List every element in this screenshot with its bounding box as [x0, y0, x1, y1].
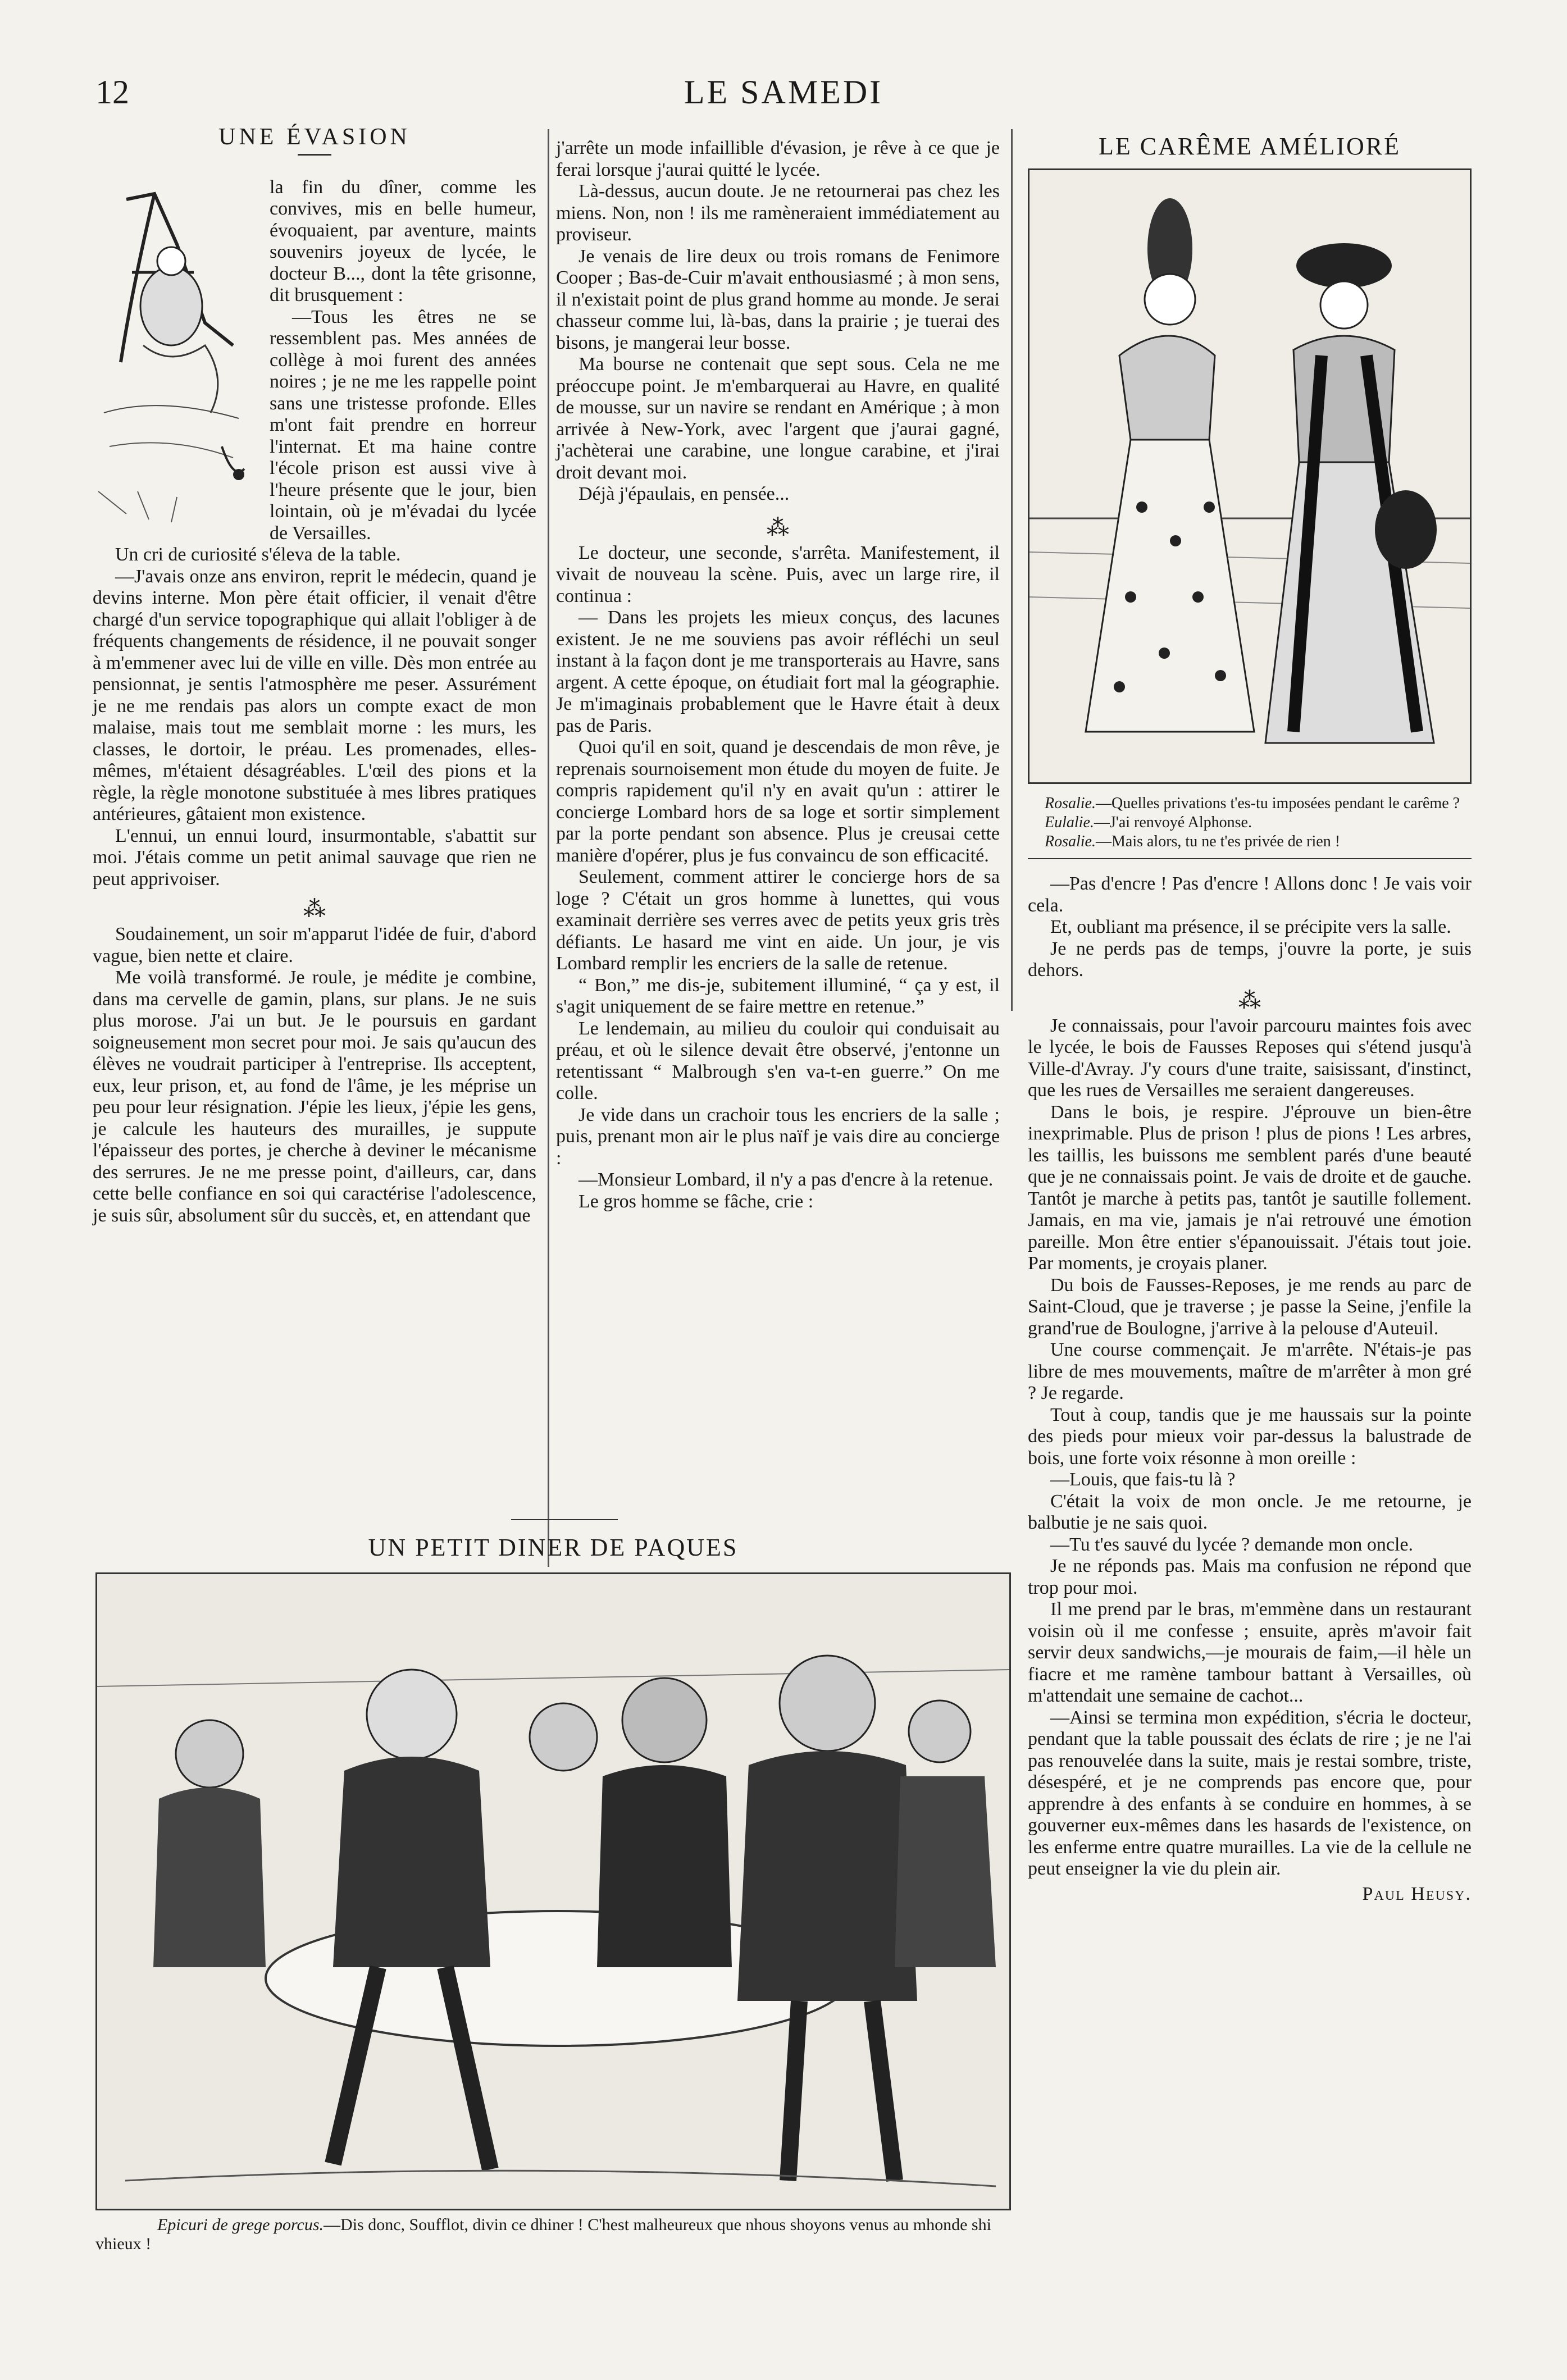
caption-speaker: Eulalie.: [1045, 814, 1094, 831]
paragraph: la fin du dîner, comme les convives, mis en belle humeur, évoquaient, par aventure, maints souvenirs joyeux de lycée, le docteur B..., dont la tête grisonne, dit brusquement :: [270, 176, 536, 306]
author-signature: Paul Heusy.: [1362, 1883, 1472, 1904]
column-divider: [548, 129, 549, 1567]
paragraph: Une course commençait. Je m'arrête. N'étais-je pas libre de mes mouvements, maître de m'arrêter à mon gré ? Je regarde.: [1028, 1339, 1472, 1403]
dropcap-a-drawing: [93, 177, 258, 525]
column-1: [93, 126, 536, 1227]
paragraph: Tout à coup, tandis que je me haussais sur la pointe des pieds pour mieux voir par-dessus la balustrade de bois, une forte voix résonne à mon oreille :: [1028, 1404, 1472, 1469]
cartoon-illustration: [1028, 168, 1472, 784]
caption-speaker: Epicuri de grege porcus.: [157, 2215, 324, 2234]
cartoon-caption: [1028, 832, 1472, 851]
caption-speaker: Rosalie.: [1045, 833, 1096, 850]
caption-speaker: Rosalie.: [1045, 795, 1096, 812]
paragraph: C'était la voix de mon oncle. Je me retourne, je balbutie je ne sais quoi.: [1028, 1490, 1472, 1533]
paragraph: Seulement, comment attirer le concierge hors de sa loge ? C'était un gros homme à lunettes, qui vous examinait derrière ses verres avec de petits yeux gris très défiants. Le hasard me vint en aide. Un jour, je vis Lombard remplir les encriers de la salle de retenue.: [556, 867, 1000, 974]
paragraph: —J'avais onze ans environ, reprit le médecin, quand je devins interne. Mon père était officier, il venait d'être chargé d'un service topographique qui allait l'obliger à de fréquents changements de résidence, il ne pouvait songer à m'emmener avec lui de ville en ville. Dès mon entrée au pensionnat, je sentis l'atmosphère me peser. Assurément je ne me rendais pas alors un compte exact de mon malaise, mais tout me semblait morne : les murs, les classes, le dortoir, le préau. Les promenades, elles-mêmes, m'étaient désagréables. L'œil des pions et la règle, la règle monotone substituée à mes libres pratiques antérieures, gâtaient mon existence.: [93, 566, 536, 824]
page-number: 12: [95, 74, 129, 111]
page-header: [95, 67, 1472, 129]
paragraph: —Pas d'encre ! Pas d'encre ! Allons donc ! Je vais voir cela.: [1028, 873, 1472, 916]
paragraph: j'arrête un mode infaillible d'évasion, je rêve à ce que je ferai lorsque j'aurai quitté le lycée.: [556, 138, 1000, 180]
cartoon-caption: [1028, 813, 1472, 832]
paragraph: Il me prend par le bras, m'emmène dans un restaurant voisin où il me confesse ; ensuite, après m'avoir fait servir deux sandwichs,—je mourais de faim,—il hèle un fiacre et me ramène tambour battant à Versailles, où m'attendait une semaine de cachot...: [1028, 1599, 1472, 1706]
section-asterism: ⁂: [303, 896, 326, 922]
paragraph: Je ne réponds pas. Mais ma confusion ne répond que trop pour moi.: [1028, 1556, 1472, 1598]
column-divider: [1011, 129, 1013, 1011]
paragraph: Le lendemain, au milieu du couloir qui conduisait au préau, et où le silence devait être observé, j'entonne un retentissant “ Malbrough s'en va-t-en guerre.” On me colle.: [556, 1018, 1000, 1104]
dropcap-illustration: [93, 177, 258, 525]
paragraph: L'ennui, un ennui lourd, insurmontable, s'abattit sur moi. J'étais comme un petit animal sauvage que rien ne peut apprivoiser.: [93, 825, 536, 890]
paragraph: —Ainsi se termina mon expédition, s'écria le docteur, pendant que la table poussait des éclats de rire ; je ne l'ai pas renouvelée dans la suite, mais je restai sombre, triste, désespéré, et je ne comprends pas encore que, pour apprendre à des enfants à se conduire en hommes, à se gouverner eux-mêmes dans les hasards de l'existence, on les enferme entre quatre murailles. La vie de la cellule ne peut enseigner la vie du plein air.: [1028, 1707, 1472, 1879]
paragraph: —Tous les êtres ne se ressemblent pas. Mes années de collège à moi furent des années noires ; je ne me les rappelle point sans une tristesse profonde. Elles m'ont fait prendre en horreur l'internat. Et ma haine contre l'école prison est aussi vive à l'heure présente que le jour, bien lointain, où je m'évadai du lycée de Versailles.: [270, 306, 536, 544]
paragraph: Un cri de curiosité s'éleva de la table.: [115, 544, 401, 565]
cartoon-caption: [1028, 794, 1472, 813]
paragraph: Du bois de Fausses-Reposes, je me rends au parc de Saint-Cloud, que je traverse ; je passe la Seine, j'enfile la grand'rue de Boulogne, j'arrive à la pelouse d'Auteuil.: [1028, 1274, 1472, 1339]
paragraph: Et, oubliant ma présence, il se précipite vers la salle.: [1050, 917, 1451, 937]
paragraph: Quoi qu'il en soit, quand je descendais de mon rêve, je reprenais sournoisement mon étude du moyen de fuite. Je compris rapidement qu'il n'y en avait qu'un : attirer le concierge Lombard hors de sa loge et sortir simplement par la porte pendant son absence. Plus je creusai cette manière d'opérer, plus je fus convaincu de son efficacité.: [556, 737, 1000, 866]
section-rule: [1028, 858, 1472, 859]
paragraph: “ Bon,” me dis-je, subitement illuminé, “ ça y est, il s'agit uniquement de se faire mettre en retenue.”: [556, 974, 1000, 1017]
easter-dinner-drawing: [97, 1574, 1009, 2209]
paragraph: — Dans les projets les mieux conçus, des lacunes existent. Je ne me souviens pas avoir réfléchi un seul instant à la façon dont je me transporterais au Havre, sans argent. A cette époque, on étudiait fort mal la géographie. Je m'imaginais probablement que le Havre était à deux pas de Paris.: [556, 607, 1000, 736]
paragraph: Me voilà transformé. Je roule, je médite je combine, dans ma cervelle de gamin, plans, sur plans. Je ne suis plus morose. J'ai un but. Je le poursuis en gardant soigneusement mon secret pour moi. Je sais qu'aucun des élèves ne voudrait participer à l'entreprise. Ils acceptent, eux, leur prison, et, au fond de l'âme, je les méprise un peu pour leur résignation. J'épie les lieux, j'épie les gens, je calcule les hauteurs des murailles, je suppute l'épaisseur des portes, je cherche à deviner le mécanisme des serrures. Je ne me presse point, d'ailleurs, car, dans cette belle confiance en soi qui caractérise l'adolescence, je suis sûr, absolument sûr du succès, et, en attendant que: [93, 967, 536, 1226]
paragraph: Je ne perds pas de temps, j'ouvre la porte, je suis dehors.: [1028, 938, 1472, 981]
section-asterism: ⁂: [767, 514, 789, 540]
paragraph: Ma bourse ne contenait que sept sous. Cela ne me préoccupe point. Je m'embarquerai au Havre, en qualité de mousse, sur un navire se rendant en Amérique ; à mon arrivée à New-York, avec l'argent que j'aurai gagné, j'achèterai une carabine, une longue carabine, et j'irai droit devant moi.: [556, 354, 1000, 483]
caption-line: —Quelles privations t'es-tu imposées pendant le carême ?: [1096, 795, 1460, 812]
paragraph: Je venais de lire deux ou trois romans de Fenimore Cooper ; Bas-de-Cuir m'avait enthousiasmé ; à mon sens, il n'existait point de plus grand homme au monde. Je serai chasseur comme lui, là-bas, dans la prairie ; je tuerai des bisons, je mangerai leur bosse.: [556, 245, 1000, 353]
journal-title: LE SAMEDI: [684, 74, 883, 111]
cartoon-title: UN PETIT DINER DE PAQUES: [368, 1534, 739, 1561]
title-rule: [298, 154, 331, 156]
paragraph: Je connaissais, pour l'avoir parcouru maintes fois avec le lycée, le bois de Fausses Reposes qui s'étend jusqu'à Ville-d'Avray. J'y cours d'une traite, saisissant, d'instinct, que les rues de Versailles me seraient dangereuses.: [1028, 1015, 1472, 1101]
paragraph: Je vide dans un crachoir tous les encriers de la salle ; puis, prenant mon air le plus naïf je vais dire au concierge :: [556, 1104, 1000, 1169]
caption-line: —J'ai renvoyé Alphonse.: [1094, 814, 1252, 831]
paragraph: —Tu t'es sauvé du lycée ? demande mon oncle.: [1050, 1534, 1413, 1555]
cartoon-careme: [1028, 132, 1472, 851]
caption-line: —Mais alors, tu ne t'es privée de rien !: [1096, 833, 1341, 850]
section-rule: [511, 1519, 618, 1520]
paragraph: Soudainement, un soir m'apparut l'idée de fuir, d'abord vague, bien nette et claire.: [93, 924, 536, 966]
article-title: UNE ÉVASION: [218, 124, 411, 150]
paragraph: Dans le bois, je respire. J'éprouve un bien-être inexprimable. Plus de prison ! plus de pions ! Les arbres, les taillis, les buissons me semblent parés d'une beauté que je ne connaissais point. Je vais de droite et de gauche. Tantôt je marche à petits pas, tantôt je sautille follement. Jamais, en ma vie, jamais je n'ai retrouvé une émotion pareille. Mon être entier s'épanouissait. J'étais tout joie. Par moments, je croyais planer.: [1028, 1101, 1472, 1274]
paragraph: Le gros homme se fâche, crie :: [578, 1191, 814, 1212]
paragraph: Déjà j'épaulais, en pensée...: [578, 484, 790, 504]
cartoon-title: LE CARÊME AMÉLIORÉ: [1099, 133, 1401, 160]
column-2: [556, 138, 1000, 1212]
column-3: [1028, 873, 1472, 1905]
section-asterism: ⁂: [1238, 987, 1261, 1013]
cartoon-illustration: [95, 1572, 1011, 2210]
paragraph: —Louis, que fais-tu là ?: [1050, 1469, 1236, 1490]
caption-line: —Dis donc, Soufflot, divin ce dhiner ! C'hest malheureux que nhous shoyons venus au mhonde shi vhieux !: [95, 2215, 991, 2253]
paragraph: Là-dessus, aucun doute. Je ne retournerai pas chez les miens. Non, non ! ils me ramèneraient immédiatement au proviseur.: [556, 181, 1000, 245]
paragraph: —Monsieur Lombard, il n'y a pas d'encre à la retenue.: [578, 1169, 994, 1190]
two-women-drawing: [1030, 170, 1470, 782]
cartoon-caption: [95, 2215, 1011, 2254]
paragraph: Le docteur, une seconde, s'arrêta. Manifestement, il vivait de nouveau la scène. Puis, avec un large rire, il continua :: [556, 542, 1000, 607]
